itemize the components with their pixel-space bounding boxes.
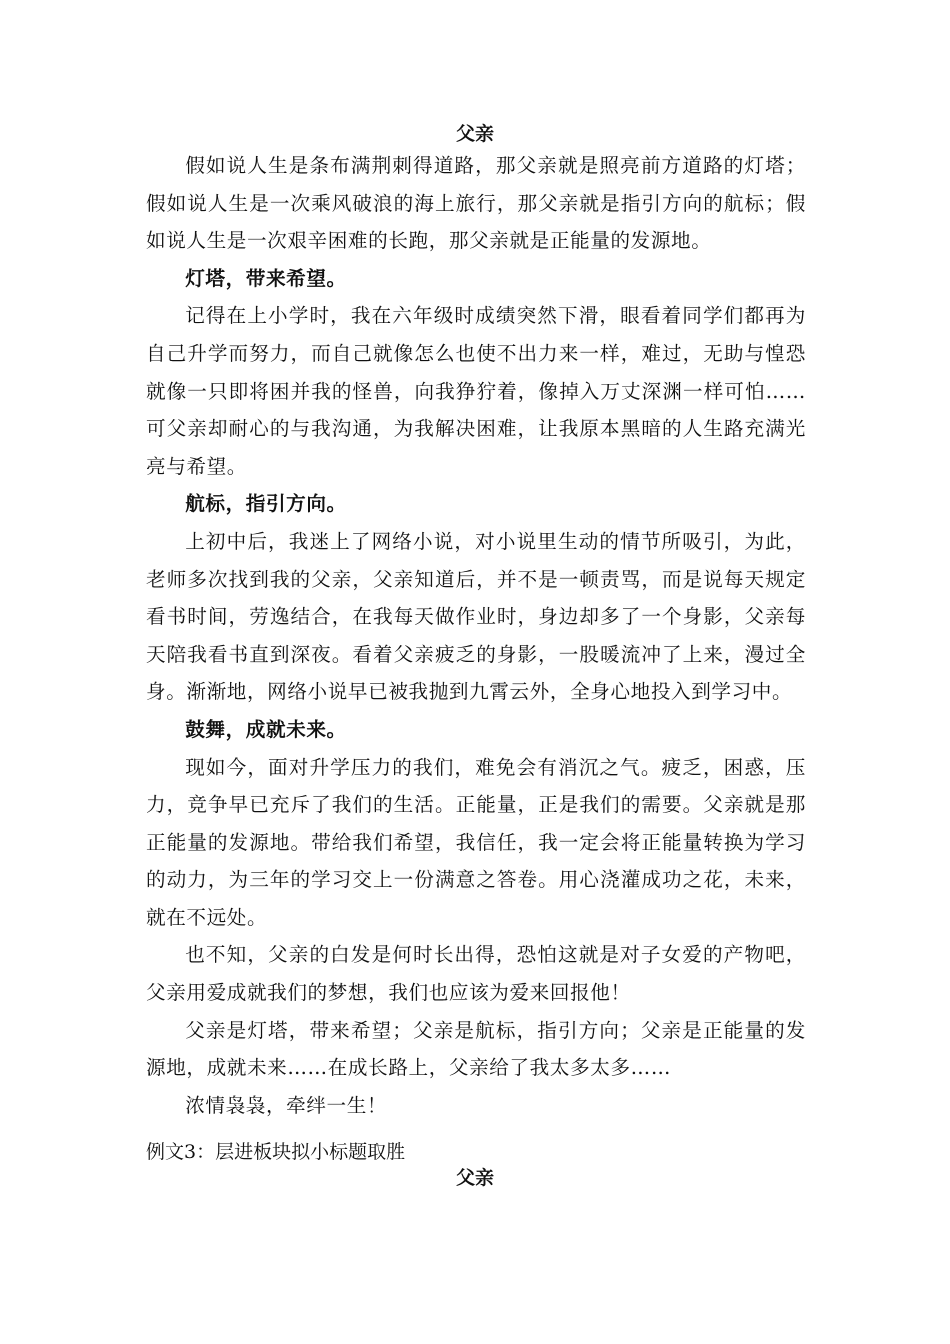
paragraph-primary-school: 记得在上小学时，我在六年级时成绩突然下滑，眼看着同学们都再为自己升学而努力，而自己就像怎么也使不出力来一样，难过，无助与惶恐就像一只即将困并我的怪兽，向我狰狞着，像掉入万丈深渊一样可怕……可父亲却耐心的与我沟通，为我解决困难，让我原本黑暗的人生路充满光亮与希望。 xyxy=(146,304,806,478)
essay-body xyxy=(146,147,806,1124)
paragraph-closing: 浓情袅袅，牵绊一生！ xyxy=(185,1093,388,1117)
example-label: 例文3：层进板块拟小标题取胜 xyxy=(146,1141,406,1163)
paragraph-white-hair: 也不知，父亲的白发是何时长出得，恐怕这就是对子女爱的产物吧，父亲用爱成就我们的梦想，我们也应该为爱来回报他！ xyxy=(146,943,806,1005)
paragraph-present: 现如今，面对升学压力的我们，难免会有消沉之气。疲乏，困惑，压力，竞争早已充斥了我们的生活。正能量，正是我们的需要。父亲就是那正能量的发源地。带给我们希望，我信任，我一定会将正能量转换为学习的动力，为三年的学习交上一份满意之答卷。用心浇灌成功之花，未来，就在不远处。 xyxy=(146,755,806,929)
paragraph-summary: 父亲是灯塔，带来希望；父亲是航标，指引方向；父亲是正能量的发源地，成就未来……在成长路上，父亲给了我太多太多…… xyxy=(146,1018,806,1080)
subheading-encourage: 鼓舞，成就未来。 xyxy=(185,717,347,741)
paragraph-middle-school: 上初中后，我迷上了网络小说，对小说里生动的情节所吸引，为此，老师多次找到我的父亲，父亲知道后，并不是一顿责骂，而是说每天规定看书时间，劳逸结合，在我每天做作业时，身边却多了一个身影，父亲每天陪我看书直到深夜。看着父亲疲乏的身影，一股暖流冲了上来，漫过全身。渐渐地，网络小说早已被我抛到九霄云外，全身心地投入到学习中。 xyxy=(146,529,806,704)
subheading-beacon: 航标，指引方向。 xyxy=(185,492,347,516)
essay-title: 父亲 xyxy=(455,123,494,145)
paragraph-intro: 假如说人生是条布满荆刺得道路，那父亲就是照亮前方道路的灯塔；假如说人生是一次乘风破浪的海上旅行，那父亲就是指引方向的航标；假如说人生是一次艰辛困难的长跑，那父亲就是正能量的发源地。 xyxy=(146,154,806,253)
subheading-lighthouse: 灯塔，带来希望。 xyxy=(185,266,347,290)
second-essay-title: 父亲 xyxy=(455,1167,494,1189)
